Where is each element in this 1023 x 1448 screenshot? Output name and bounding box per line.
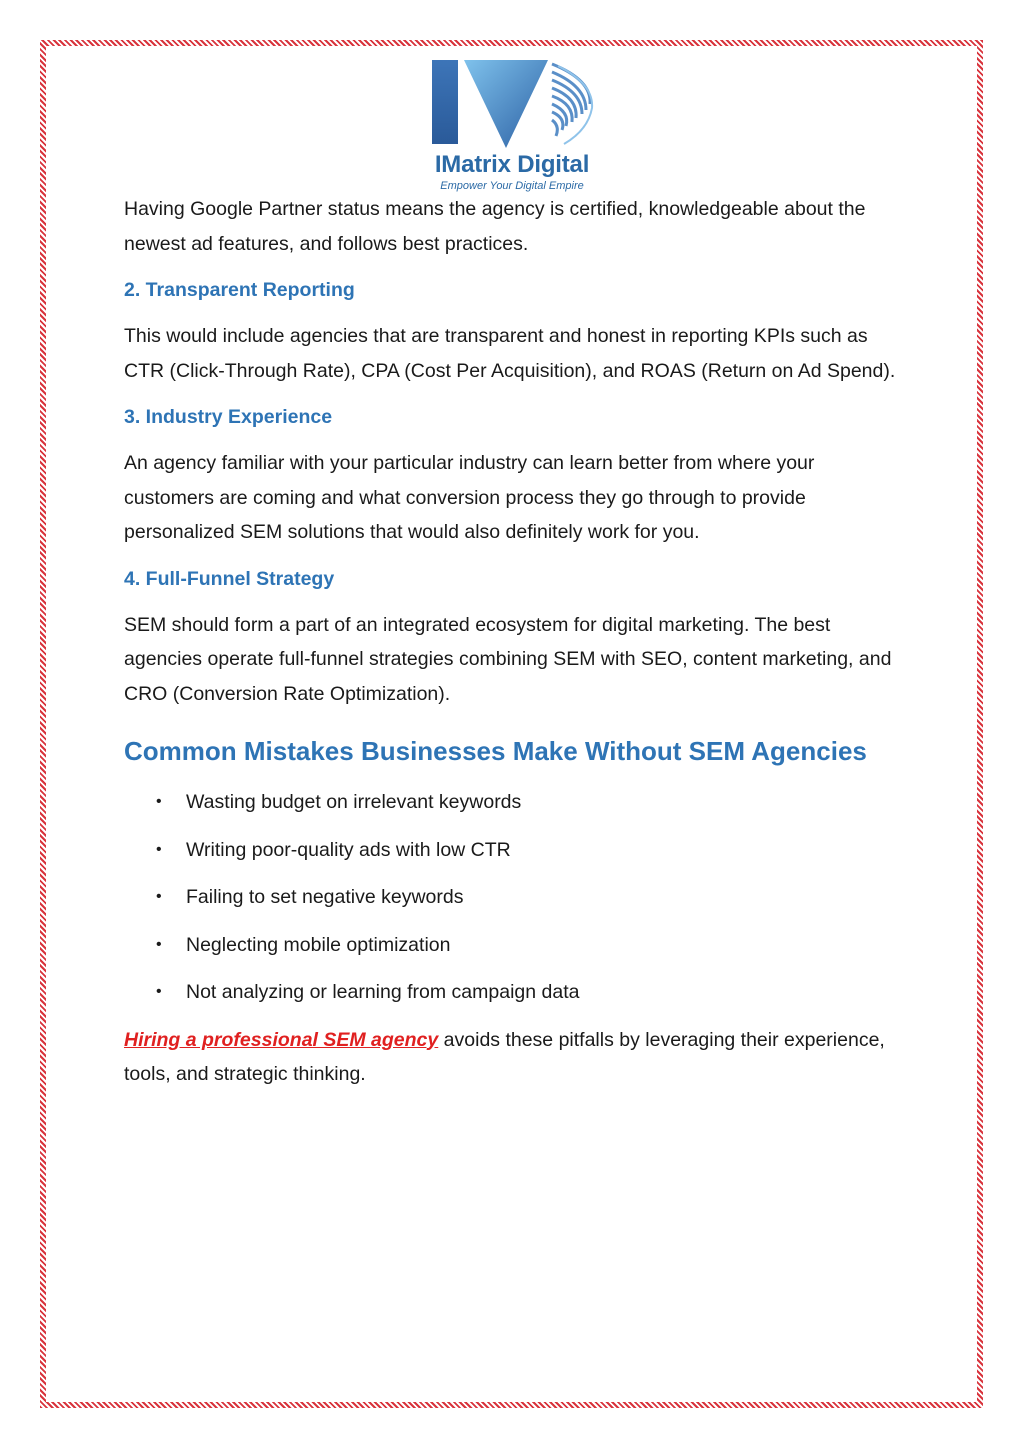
subsection-heading-funnel: 4. Full-Funnel Strategy [124,567,335,590]
intro-paragraph: Having Google Partner status means the agency is certified, knowledgeable about the newest ad features, and follows best practices. [124,198,866,255]
bullet-icon: • [156,935,162,953]
subsection-text-reporting: This would include agencies that are transparent and honest in reporting KPIs such as CTR (Click-Through Rate), CPA (Cost Per Acquisition), and ROAS (Return on Ad Spend). [124,325,896,382]
bullet-icon: • [156,793,162,810]
subsection-text-industry: An agency familiar with your particular industry can learn better from where your customers are coming and what conversion process they go through to provide personalized SEM solutions that would also definitely work for you. [124,452,815,543]
mistakes-list [124,785,904,1009]
closing-paragraph [124,1023,904,1092]
list-item-text: Writing poor-quality ads with low CTR [186,838,511,861]
closing-text: avoids these pitfalls by leveraging their experience, tools, and strategic thinking. [124,1028,885,1085]
logo-tagline: Empower Your Digital Empire [440,180,584,192]
list-item-text: Wasting budget on irrelevant keywords [186,791,522,813]
hire-sem-agency-link[interactable]: Hiring a professional SEM agency [124,1028,439,1051]
list-item [124,975,904,1009]
list-item [124,928,904,962]
list-item-text: Neglecting mobile optimization [186,933,451,956]
list-item [124,833,904,867]
bullet-icon: • [156,840,162,858]
list-item-text: Failing to set negative keywords [186,886,464,908]
logo-wordmark: IMatrix Digital [434,151,590,178]
document-body [124,192,904,1104]
section-heading-mistakes: Common Mistakes Businesses Make Without SEM Agencies [124,736,867,766]
subsection-text-funnel: SEM should form a part of an integrated ecosystem for digital marketing. The best agencies operate full-funnel strategies combining SEM with SEO, content marketing, and CRO (Conversion Rate Optimization). [124,613,892,705]
bullet-icon: • [156,983,162,1000]
logo-mark-icon [424,56,600,152]
list-item [124,880,904,914]
list-item-text: Not analyzing or learning from campaign data [186,981,580,1003]
bullet-icon: • [156,888,162,905]
list-item [124,785,904,819]
subsection-heading-industry: 3. Industry Experience [124,406,333,428]
subsection-heading-reporting: 2. Transparent Reporting [124,279,355,301]
company-logo [424,56,600,194]
